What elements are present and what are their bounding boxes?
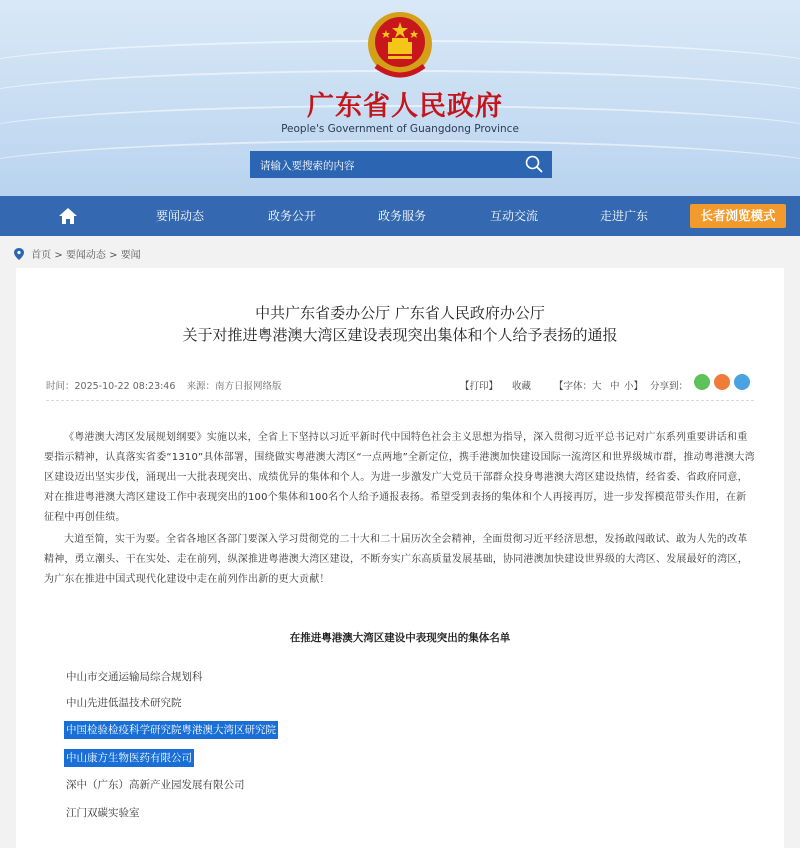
article-card — [16, 268, 784, 848]
list-item-selected: 中国检验检疫科学研究院粤港澳大湾区研究院 — [64, 721, 278, 739]
breadcrumb-news[interactable]: 要闻动态 — [65, 250, 106, 261]
font-size-large[interactable]: 【字体：大 — [554, 381, 602, 392]
nav-interaction[interactable]: 互动交流 — [489, 209, 538, 223]
site-title: 广东省人民政府 — [307, 91, 503, 122]
site-subtitle: People's Government of Guangdong Province — [281, 123, 519, 135]
nav-about-guangdong[interactable]: 走进广东 — [599, 209, 648, 223]
home-icon[interactable] — [58, 206, 78, 226]
print-link[interactable]: 【打印】 — [460, 381, 499, 392]
elder-mode-button[interactable]: 长者浏览模式 — [690, 204, 786, 228]
qq-share-icon[interactable] — [734, 374, 750, 390]
article-source: 来源：南方日报网络版 — [186, 381, 282, 392]
wechat-share-icon[interactable] — [694, 374, 710, 390]
location-pin-icon — [14, 248, 24, 260]
nav-gov-services[interactable]: 政务服务 — [377, 209, 426, 223]
breadcrumb-home[interactable]: 首页 — [31, 250, 52, 261]
list-item: 深中（广东）高新产业园发展有限公司 — [66, 779, 245, 791]
font-size-medium[interactable]: 中 — [610, 381, 620, 392]
nav-news[interactable]: 要闻动态 — [155, 209, 204, 223]
breadcrumb: 首页 > 要闻动态 > 要闻 — [14, 246, 141, 261]
search-bar — [250, 151, 552, 178]
national-emblem-icon — [366, 8, 434, 84]
share-label: 分享到： — [650, 381, 689, 392]
article-title-line1: 中共广东省委办公厅 广东省人民政府办公厅 — [255, 304, 545, 322]
search-input[interactable] — [258, 155, 512, 176]
search-icon[interactable] — [524, 154, 544, 174]
font-size-small[interactable]: 小】 — [624, 381, 644, 392]
list-item: 江门双碳实验室 — [66, 807, 140, 819]
article-meta — [46, 378, 281, 392]
article-title-line2: 关于对推进粤港澳大湾区建设表现突出集体和个人给予表扬的通报 — [182, 326, 618, 344]
meta-divider — [46, 400, 754, 401]
article-paragraph-2: 大道至简，实干为要。全省各地区各部门要深入学习贯彻党的二十大和二十届历次全会精神，全面贯彻习近平经济思想，发扬敢闯敢试、敢为人先的改革精神，勇立潮头、干在实处、走在前列，纵深推进粤港澳大湾区建设，不断夯实广东高质量发展基础，协同港澳加快建设世界级的大湾区、发展最好的湾区，为广东在推进中国式现代化建设中走在前列作出新的更大贡献！ — [44, 534, 748, 585]
breadcrumb-current[interactable]: 要闻 — [120, 250, 141, 261]
list-item-selected: 中山康方生物医药有限公司 — [64, 749, 194, 767]
list-item: 中山先进低温技术研究院 — [66, 697, 182, 709]
list-item: 中山市交通运输局综合规划科 — [66, 671, 203, 683]
list-title: 在推进粤港澳大湾区建设中表现突出的集体名单 — [289, 632, 511, 644]
main-nav — [0, 196, 800, 236]
favorite-link[interactable]: 收藏 — [512, 381, 532, 392]
header-banner — [0, 0, 800, 196]
nav-gov-affairs-open[interactable]: 政务公开 — [267, 209, 316, 223]
publish-time: 时间：2025-10-22 08:23:46 — [46, 381, 176, 392]
article-paragraph-1: 《粤港澳大湾区发展规划纲要》实施以来，全省上下坚持以习近平新时代中国特色社会主义思想为指导，深入贯彻习近平总书记对广东系列重要讲话和重要指示精神，认真落实省委“1310”具体部署，围绕做实粤港澳大湾区“一点两地”全新定位，携手港澳加快建设国际一流湾区和世界级城市群，推动粤港澳大湾区建设迈出坚实步伐，涌现出一大批表现突出、成绩优异的集体和个人。为进一步激发广大党员干部群众投身粤港澳大湾区建设热情，经省委、省政府同意，对在推进粤港澳大湾区建设工作中表现突出的100个集体和100名个人给予通报表扬。希望受到表扬的集体和个人再接再厉，进一步发挥模范带头作用，在新征程中再创佳绩。 — [44, 432, 755, 523]
weibo-share-icon[interactable] — [714, 374, 730, 390]
